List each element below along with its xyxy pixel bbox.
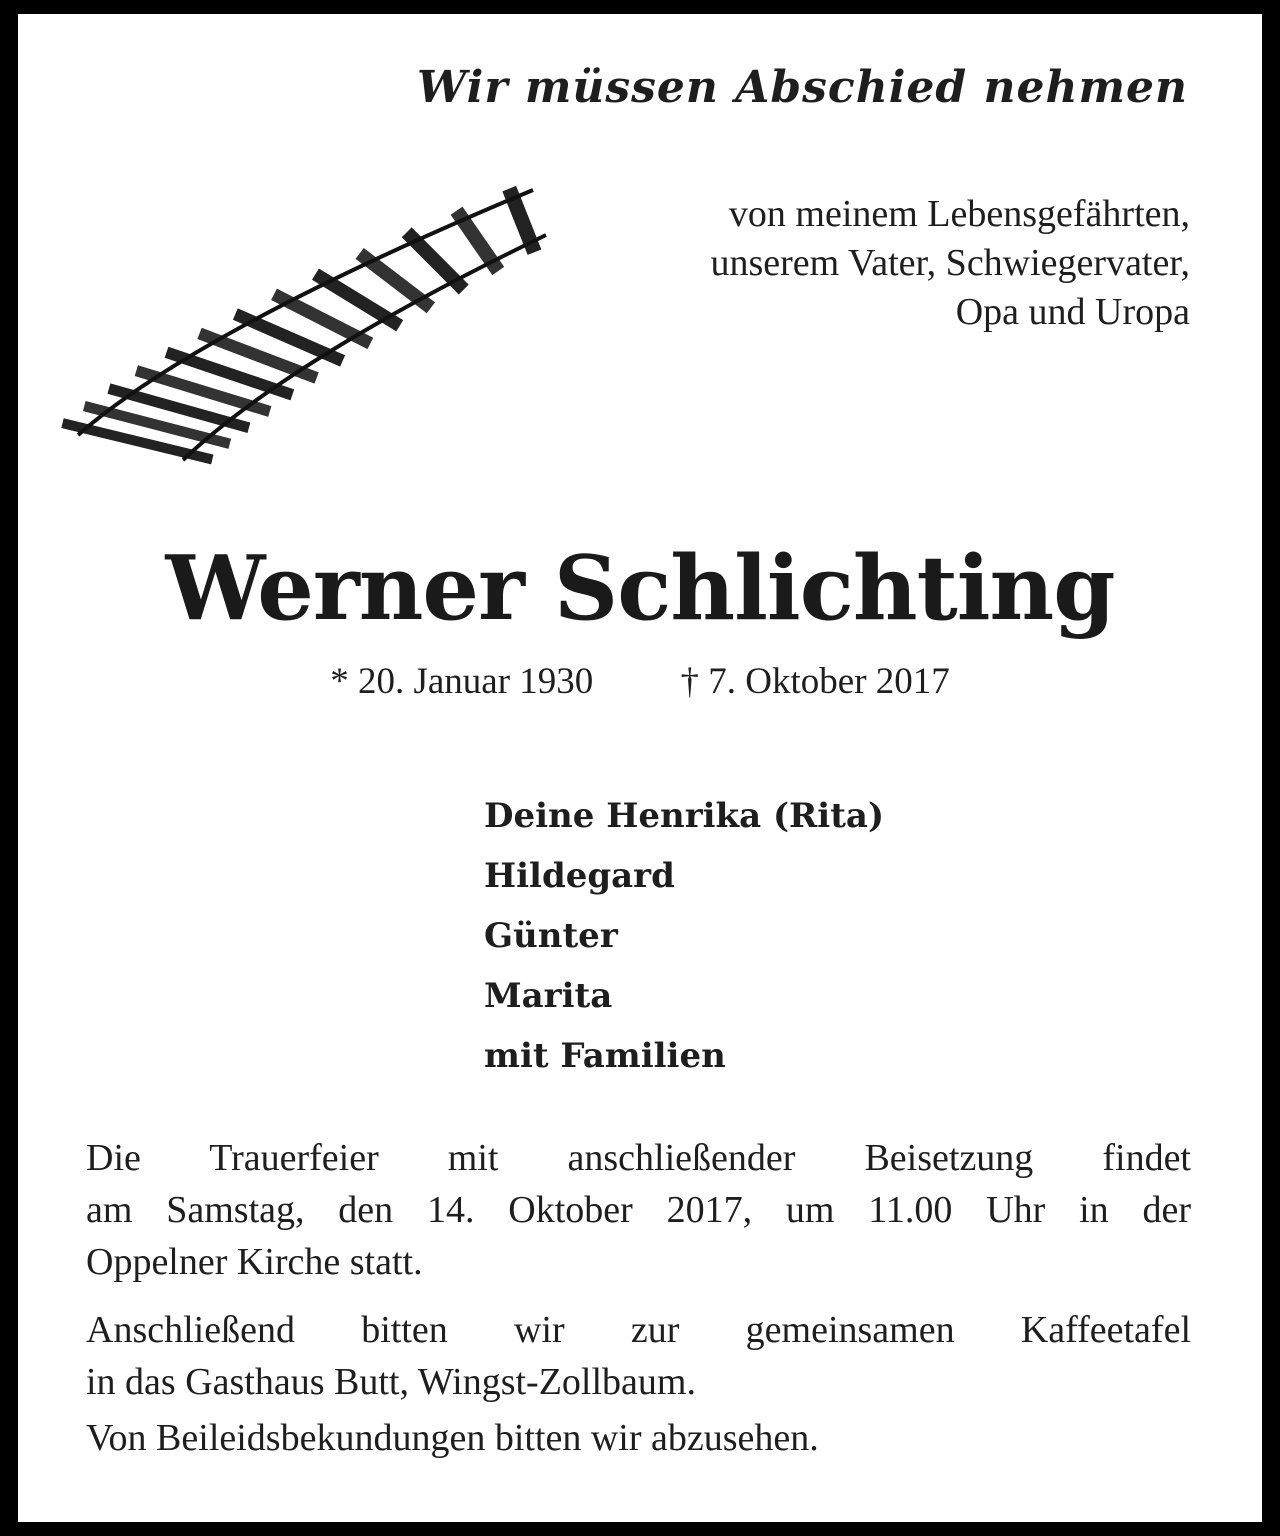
mourner: Marita [484,976,613,1016]
mourner: Hildegard [484,856,675,896]
intro-line: Opa und Uropa [955,291,1190,333]
reception-info [86,1304,1191,1408]
mourners-list [484,786,884,1086]
intro-line: unserem Vater, Schwiegervater, [710,242,1190,284]
funeral-line: am Samstag, den 14. Oktober 2017, um 11.00 Uhr in der [86,1189,1191,1231]
headline: Wir müssen Abschied nehmen [416,62,1188,113]
condolence-note [86,1412,1191,1464]
funeral-line: Die Trauerfeier mit anschließender Beisetzung findet [86,1137,1191,1179]
track-sleeper [135,365,272,417]
death-date: † 7. Oktober 2017 [680,661,950,702]
railway-tracks-icon [58,180,548,470]
funeral-info [86,1132,1191,1288]
mourner: mit Familien [484,1036,726,1076]
life-dates [0,660,1280,703]
condolence-line: Von Beileidsbekundungen bitten wir abzusehen. [86,1417,819,1459]
intro-line: von meinem Lebensgefährten, [728,193,1190,235]
intro-text [710,190,1190,337]
funeral-line: Oppelner Kirche statt. [86,1241,423,1283]
track-sleeper [402,227,469,294]
track-sleeper [165,347,295,401]
reception-line: in das Gasthaus Butt, Wingst-Zollbaum. [86,1361,696,1403]
mourner: Deine Henrika (Rita) [484,796,885,836]
birth-date: * 20. Januar 1930 [330,661,594,702]
deceased-name: Werner Schlichting [165,535,1115,640]
reception-line: Anschließend bitten wir zur gemeinsamen Kaffeetafel [86,1309,1191,1351]
mourner: Günter [484,916,618,956]
track-sleeper [451,207,505,275]
